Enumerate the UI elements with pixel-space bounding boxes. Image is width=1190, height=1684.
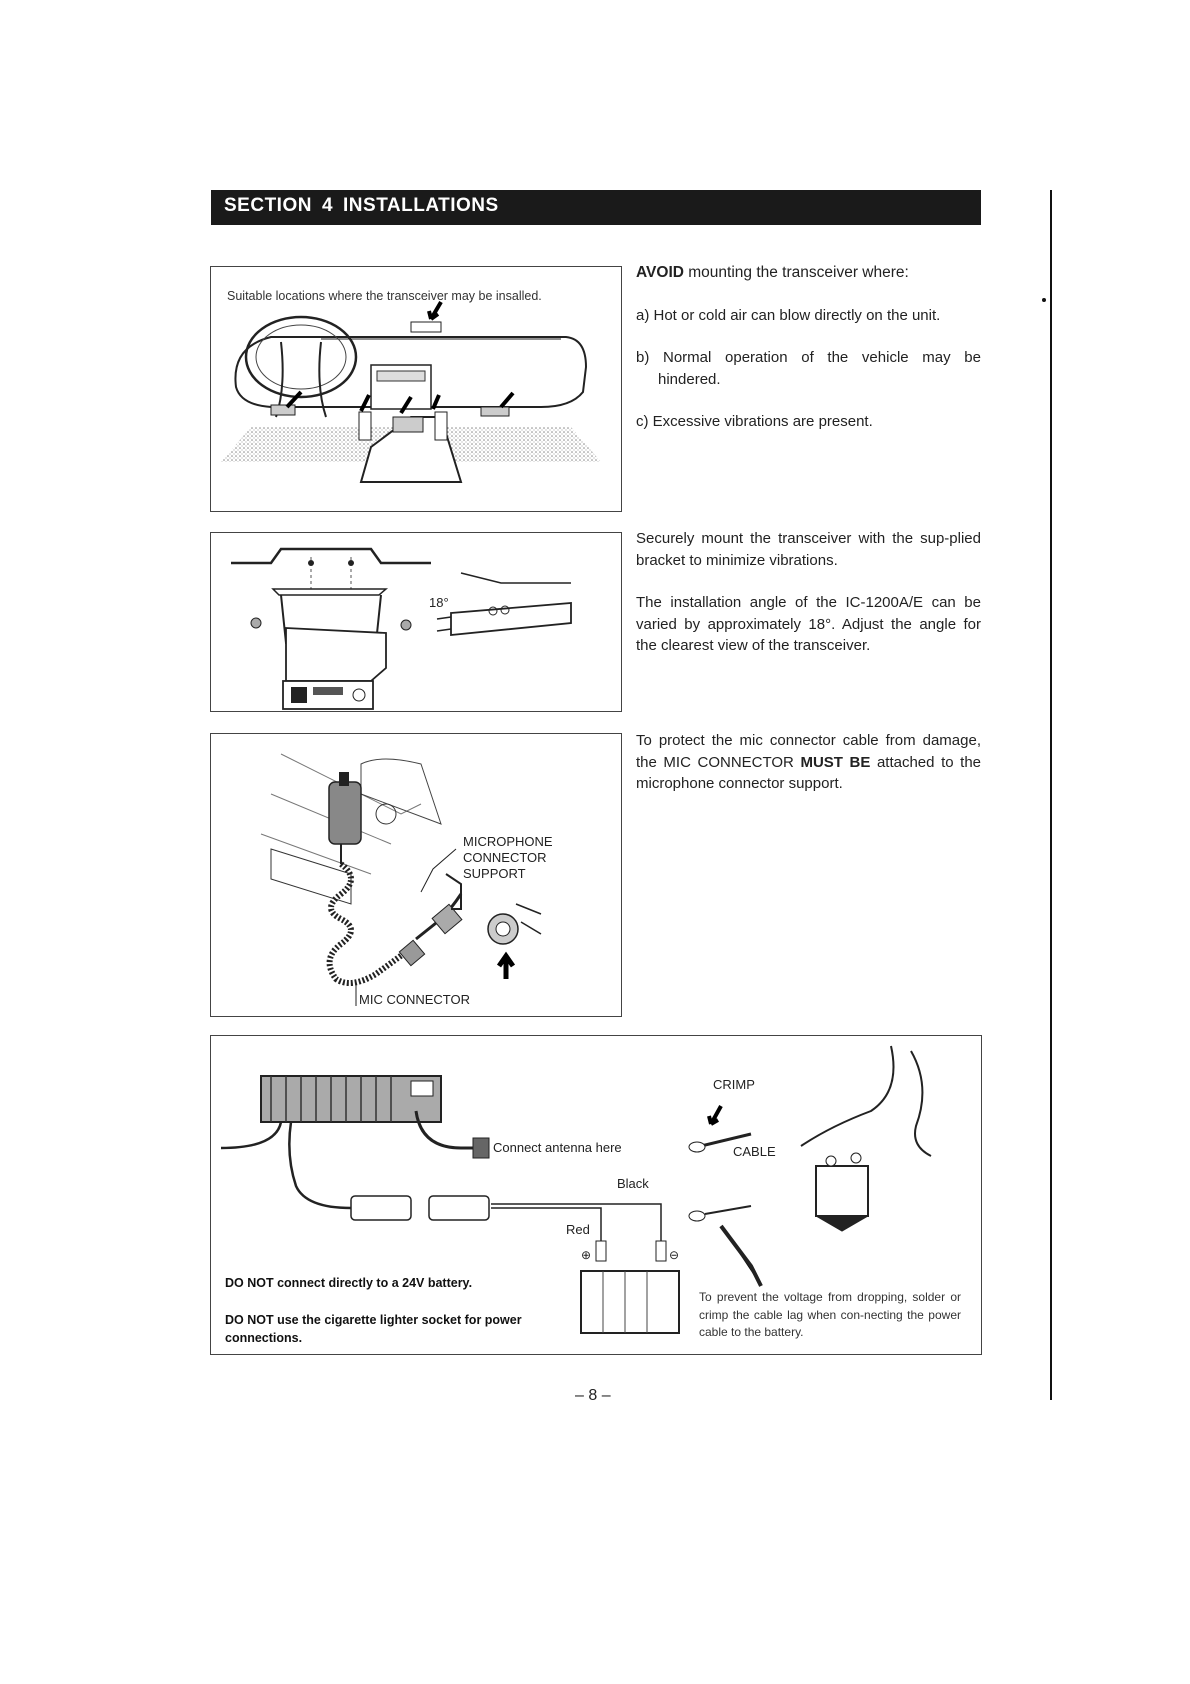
cable-label: CABLE xyxy=(733,1144,776,1159)
antenna-label: Connect antenna here xyxy=(493,1140,622,1155)
avoid-item-a: a) Hot or cold air can blow directly on the unit. xyxy=(636,306,941,324)
battery-minus-symbol: ⊖ xyxy=(669,1248,680,1262)
mounting-para-2: The installation angle of the IC-1200A/E can be varied by approximately 18°. Adjust the angle for the clearest view of the transceiver. xyxy=(636,594,981,654)
warning-lighter-rest: use the cigarette lighter socket for power connections. xyxy=(225,1313,522,1345)
mounting-text-block xyxy=(636,528,981,678)
avoid-item-c: c) Excessive vibrations are present. xyxy=(636,413,873,430)
mic-connector-illustration xyxy=(211,734,621,1016)
mic-para-bold: MUST BE xyxy=(800,753,871,771)
warning-lighter xyxy=(225,1311,565,1347)
black-wire-label: Black xyxy=(617,1176,649,1191)
section-number: 4 xyxy=(321,195,334,216)
section-header-title xyxy=(224,195,499,217)
support-label xyxy=(463,834,553,882)
dashboard-illustration xyxy=(211,267,621,511)
crimp-label: CRIMP xyxy=(713,1077,755,1092)
figure-bracket xyxy=(210,532,622,712)
warning-24v-rest: connect directly to a 24V battery. xyxy=(273,1276,473,1290)
angle-label: 18° xyxy=(429,595,449,610)
mic-text-block xyxy=(636,730,981,816)
avoid-item-b: b) Normal operation of the vehicle may be hindered. xyxy=(636,349,981,388)
red-wire-label: Red xyxy=(566,1222,590,1237)
page-right-rule xyxy=(1050,190,1052,1400)
mic-para-end: attached to the microphone connector support. xyxy=(636,753,981,792)
avoid-title-rest: mounting the transceiver where: xyxy=(683,264,909,281)
battery-plus-symbol: ⊕ xyxy=(581,1248,592,1262)
support-label-line3: SUPPORT xyxy=(463,866,526,881)
figure-power-connection xyxy=(210,1035,982,1355)
bracket-illustration xyxy=(211,533,621,711)
section-word: SECTION xyxy=(224,195,312,216)
warning-24v xyxy=(225,1274,472,1292)
figure-dashboard-caption: Suitable locations where the transceiver may be insalled. xyxy=(227,289,542,303)
warning-24v-bold: DO NOT xyxy=(225,1276,274,1290)
figure-mic-connector xyxy=(210,733,622,1017)
warning-lighter-bold: DO NOT xyxy=(225,1313,274,1327)
avoid-title-bold: AVOID xyxy=(636,264,684,281)
page-number: – 8 – xyxy=(575,1387,611,1404)
avoid-text-block xyxy=(636,262,981,454)
page-mark-dot xyxy=(1042,298,1046,302)
mounting-para-1: Securely mount the transceiver with the sup-plied bracket to minimize vibrations. xyxy=(636,530,981,569)
mic-para-start: To protect the mic connector cable from damage, the MIC CONNECTOR xyxy=(636,732,981,771)
section-title: INSTALLATIONS xyxy=(343,195,499,216)
support-label-line2: CONNECTOR xyxy=(463,850,547,865)
voltage-drop-note: To prevent the voltage from dropping, solder or crimp the cable lag when con-necting the power cable to the battery. xyxy=(699,1290,961,1339)
mic-connector-label: MIC CONNECTOR xyxy=(359,992,470,1007)
support-label-line1: MICROPHONE xyxy=(463,834,553,849)
figure-dashboard xyxy=(210,266,622,512)
section-header-bar xyxy=(211,190,981,225)
